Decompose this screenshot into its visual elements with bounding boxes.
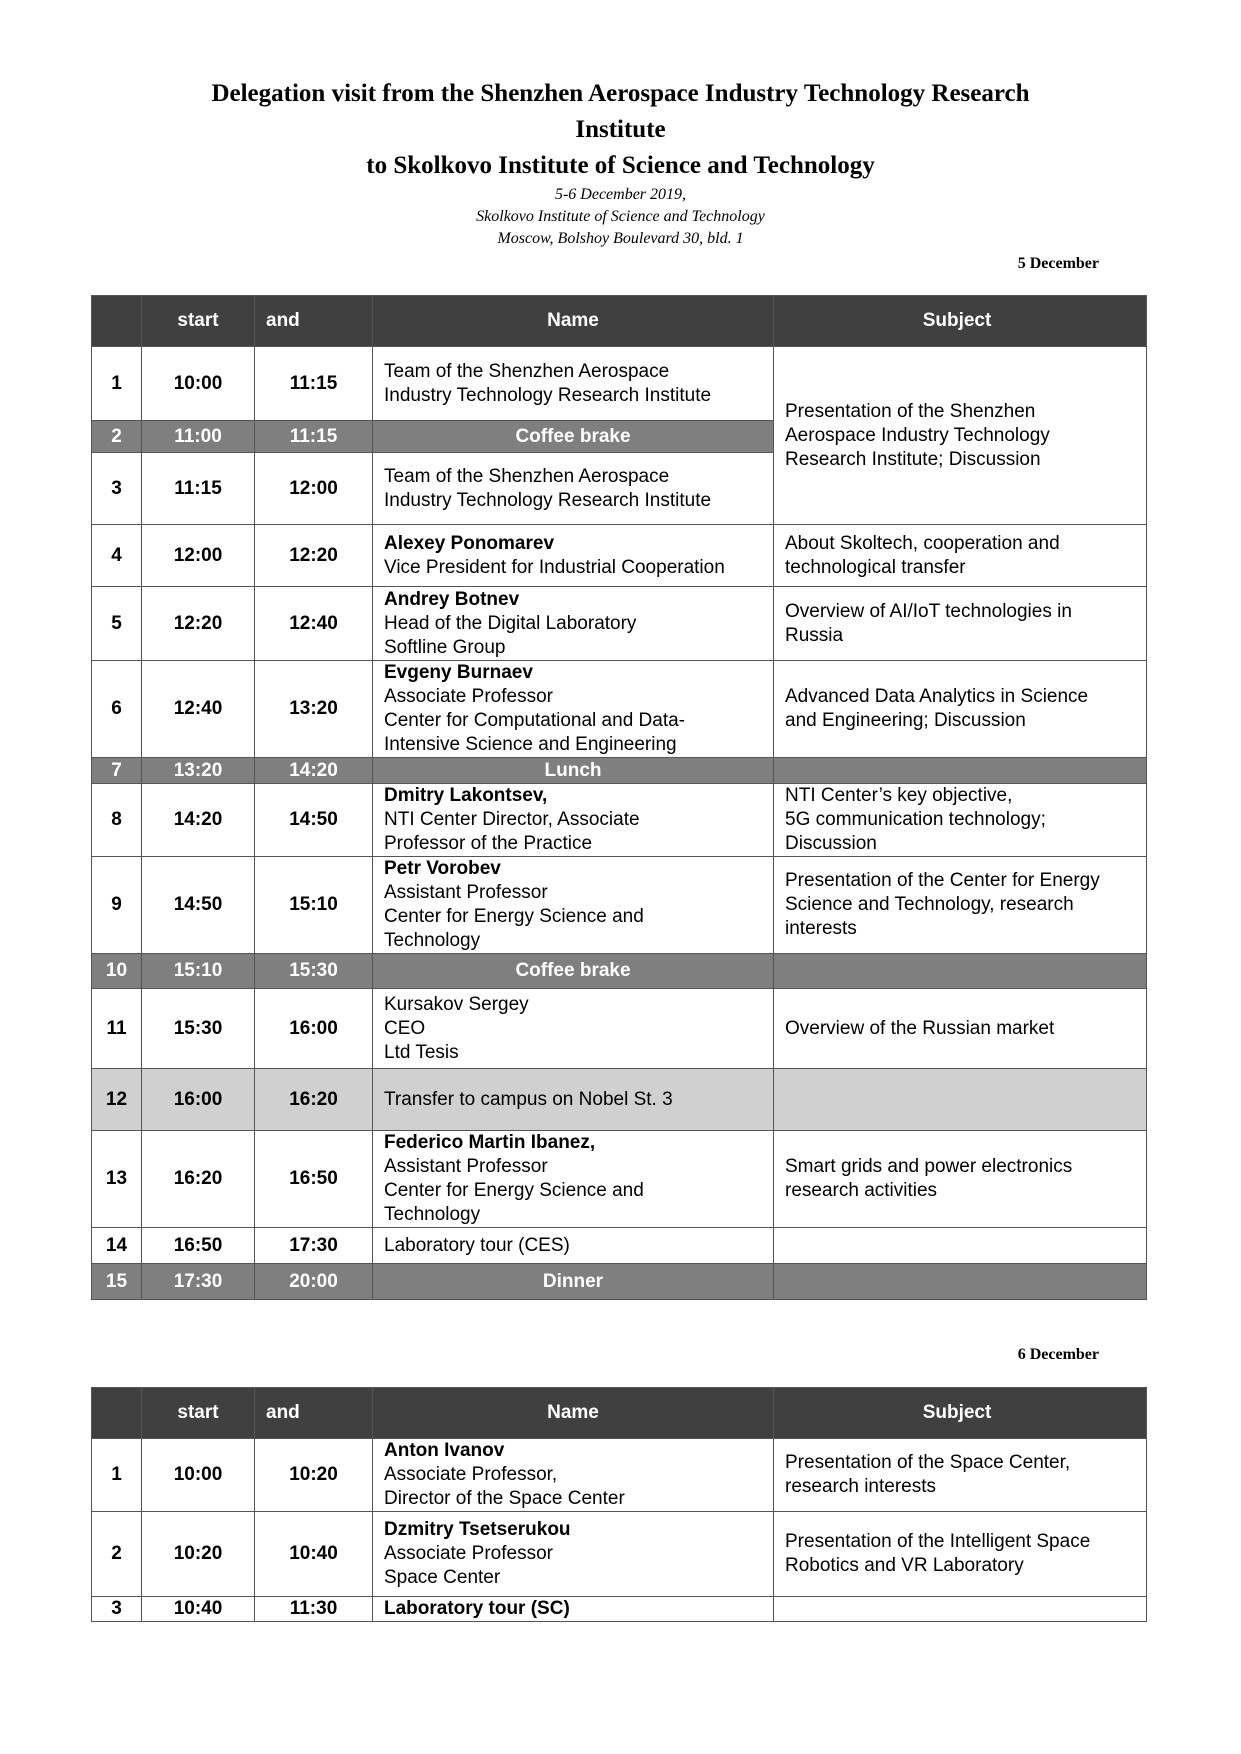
row-name: Andrey Botnev Head of the Digital Laboratory Softline Group	[373, 587, 774, 661]
event-date: 5-6 December 2019,	[554, 186, 687, 203]
title-line-2: Institute	[575, 116, 666, 143]
row-end: 16:20	[255, 1069, 373, 1131]
row-start: 16:20	[142, 1131, 255, 1228]
day2-label: 6 December	[1017, 1346, 1099, 1363]
row-start: 15:30	[142, 989, 255, 1069]
day2-schedule-table	[91, 1387, 1147, 1622]
col-name-header: Name	[373, 1388, 774, 1439]
row-name: Anton Ivanov Associate Professor, Director of the Space Center	[373, 1439, 774, 1512]
row-num: 13	[92, 1131, 142, 1228]
row-end: 11:30	[255, 1597, 373, 1622]
table-row	[92, 587, 1147, 661]
row-num: 4	[92, 525, 142, 587]
title-line-3: to Skolkovo Institute of Science and Technology	[366, 152, 875, 179]
table-row	[92, 857, 1147, 954]
row-name: Dinner	[373, 1264, 774, 1300]
row-end: 12:00	[255, 453, 373, 525]
row-start: 16:50	[142, 1228, 255, 1264]
col-num-header	[92, 1388, 142, 1439]
row-subject	[774, 1228, 1147, 1264]
row-end: 12:40	[255, 587, 373, 661]
row-subject: About Skoltech, cooperation and technological transfer	[774, 525, 1147, 587]
row-subject: NTI Center’s key objective, 5G communication technology; Discussion	[774, 784, 1147, 857]
table-row	[92, 1228, 1147, 1264]
row-num: 9	[92, 857, 142, 954]
table-row	[92, 1439, 1147, 1512]
row-name: Alexey Ponomarev Vice President for Industrial Cooperation	[373, 525, 774, 587]
row-start: 14:50	[142, 857, 255, 954]
table-row	[92, 784, 1147, 857]
row-end: 15:30	[255, 954, 373, 989]
row-start: 11:00	[142, 421, 255, 453]
row-name: Federico Martin Ibanez, Assistant Professor Center for Energy Science and Technology	[373, 1131, 774, 1228]
row-name: Coffee brake	[373, 421, 774, 453]
row-subject	[774, 1597, 1147, 1622]
row-num: 3	[92, 453, 142, 525]
row-name: Laboratory tour (SC)	[373, 1597, 774, 1622]
table-row	[92, 989, 1147, 1069]
col-start-header: start	[142, 296, 255, 347]
row-start: 10:40	[142, 1597, 255, 1622]
row-subject	[774, 1069, 1147, 1131]
event-address: Moscow, Bolshoy Boulevard 30, bld. 1	[497, 230, 744, 247]
row-num: 11	[92, 989, 142, 1069]
row-num: 15	[92, 1264, 142, 1300]
title-line-1: Delegation visit from the Shenzhen Aerospace Industry Technology Research	[211, 80, 1030, 107]
row-name: Kursakov Sergey CEO Ltd Tesis	[373, 989, 774, 1069]
table-row	[92, 758, 1147, 784]
row-start: 12:40	[142, 661, 255, 758]
row-subject: Smart grids and power electronics research activities	[774, 1131, 1147, 1228]
row-num: 1	[92, 347, 142, 421]
day1-label: 5 December	[1017, 255, 1099, 272]
row-start: 14:20	[142, 784, 255, 857]
col-end-header: and	[255, 1388, 373, 1439]
table-row	[92, 1264, 1147, 1300]
row-name: Team of the Shenzhen Aerospace Industry Technology Research Institute	[373, 347, 774, 421]
table-row	[92, 1597, 1147, 1622]
row-name: Lunch	[373, 758, 774, 784]
row-name: Evgeny Burnaev Associate Professor Center for Computational and Data- Intensive Science and Engineering	[373, 661, 774, 758]
row-end: 16:50	[255, 1131, 373, 1228]
row-start: 13:20	[142, 758, 255, 784]
row-num: 8	[92, 784, 142, 857]
row-num: 2	[92, 421, 142, 453]
row-num: 3	[92, 1597, 142, 1622]
row-end: 10:40	[255, 1512, 373, 1597]
row-subject: Presentation of the Center for Energy Science and Technology, research interests	[774, 857, 1147, 954]
row-end: 16:00	[255, 989, 373, 1069]
row-subject	[774, 758, 1147, 784]
row-num: 2	[92, 1512, 142, 1597]
row-subject: Advanced Data Analytics in Science and Engineering; Discussion	[774, 661, 1147, 758]
document-header	[0, 76, 1241, 250]
row-start: 17:30	[142, 1264, 255, 1300]
row-end: 10:20	[255, 1439, 373, 1512]
row-name: Coffee brake	[373, 954, 774, 989]
row-num: 6	[92, 661, 142, 758]
table-row	[92, 1069, 1147, 1131]
col-name-header: Name	[373, 296, 774, 347]
row-end: 14:50	[255, 784, 373, 857]
row-num: 14	[92, 1228, 142, 1264]
row-name: Laboratory tour (CES)	[373, 1228, 774, 1264]
row-end: 14:20	[255, 758, 373, 784]
row-num: 12	[92, 1069, 142, 1131]
row-start: 16:00	[142, 1069, 255, 1131]
row-subject: Overview of the Russian market	[774, 989, 1147, 1069]
table-header-row	[92, 296, 1147, 347]
row-num: 1	[92, 1439, 142, 1512]
row-start: 10:00	[142, 347, 255, 421]
row-num: 7	[92, 758, 142, 784]
day1-schedule-table	[91, 295, 1147, 1300]
col-subject-header: Subject	[774, 296, 1147, 347]
row-end: 15:10	[255, 857, 373, 954]
row-start: 11:15	[142, 453, 255, 525]
row-start: 12:20	[142, 587, 255, 661]
row-start: 10:00	[142, 1439, 255, 1512]
row-subject: Overview of AI/IoT technologies in Russia	[774, 587, 1147, 661]
row-name: Team of the Shenzhen Aerospace Industry Technology Research Institute	[373, 453, 774, 525]
row-start: 15:10	[142, 954, 255, 989]
row-num: 10	[92, 954, 142, 989]
row-end: 13:20	[255, 661, 373, 758]
row-end: 17:30	[255, 1228, 373, 1264]
table-row	[92, 525, 1147, 587]
row-end: 20:00	[255, 1264, 373, 1300]
col-start-header: start	[142, 1388, 255, 1439]
table-row	[92, 954, 1147, 989]
col-num-header	[92, 296, 142, 347]
row-name: Dzmitry Tsetserukou Associate Professor Space Center	[373, 1512, 774, 1597]
row-end: 12:20	[255, 525, 373, 587]
row-start: 12:00	[142, 525, 255, 587]
row-subject: Presentation of the Shenzhen Aerospace Industry Technology Research Institute; Discussion	[774, 347, 1147, 525]
table-row	[92, 661, 1147, 758]
row-end: 11:15	[255, 421, 373, 453]
table-row	[92, 1131, 1147, 1228]
row-subject	[774, 954, 1147, 989]
table-header-row	[92, 1388, 1147, 1439]
row-subject: Presentation of the Intelligent Space Robotics and VR Laboratory	[774, 1512, 1147, 1597]
row-start: 10:20	[142, 1512, 255, 1597]
col-end-header: and	[255, 296, 373, 347]
row-name: Petr Vorobev Assistant Professor Center for Energy Science and Technology	[373, 857, 774, 954]
table-row	[92, 347, 1147, 421]
event-venue: Skolkovo Institute of Science and Technology	[476, 208, 765, 225]
row-subject	[774, 1264, 1147, 1300]
row-name: Transfer to campus on Nobel St. 3	[373, 1069, 774, 1131]
row-end: 11:15	[255, 347, 373, 421]
row-num: 5	[92, 587, 142, 661]
row-subject: Presentation of the Space Center, research interests	[774, 1439, 1147, 1512]
col-subject-header: Subject	[774, 1388, 1147, 1439]
table-row	[92, 1512, 1147, 1597]
row-name: Dmitry Lakontsev, NTI Center Director, Associate Professor of the Practice	[373, 784, 774, 857]
